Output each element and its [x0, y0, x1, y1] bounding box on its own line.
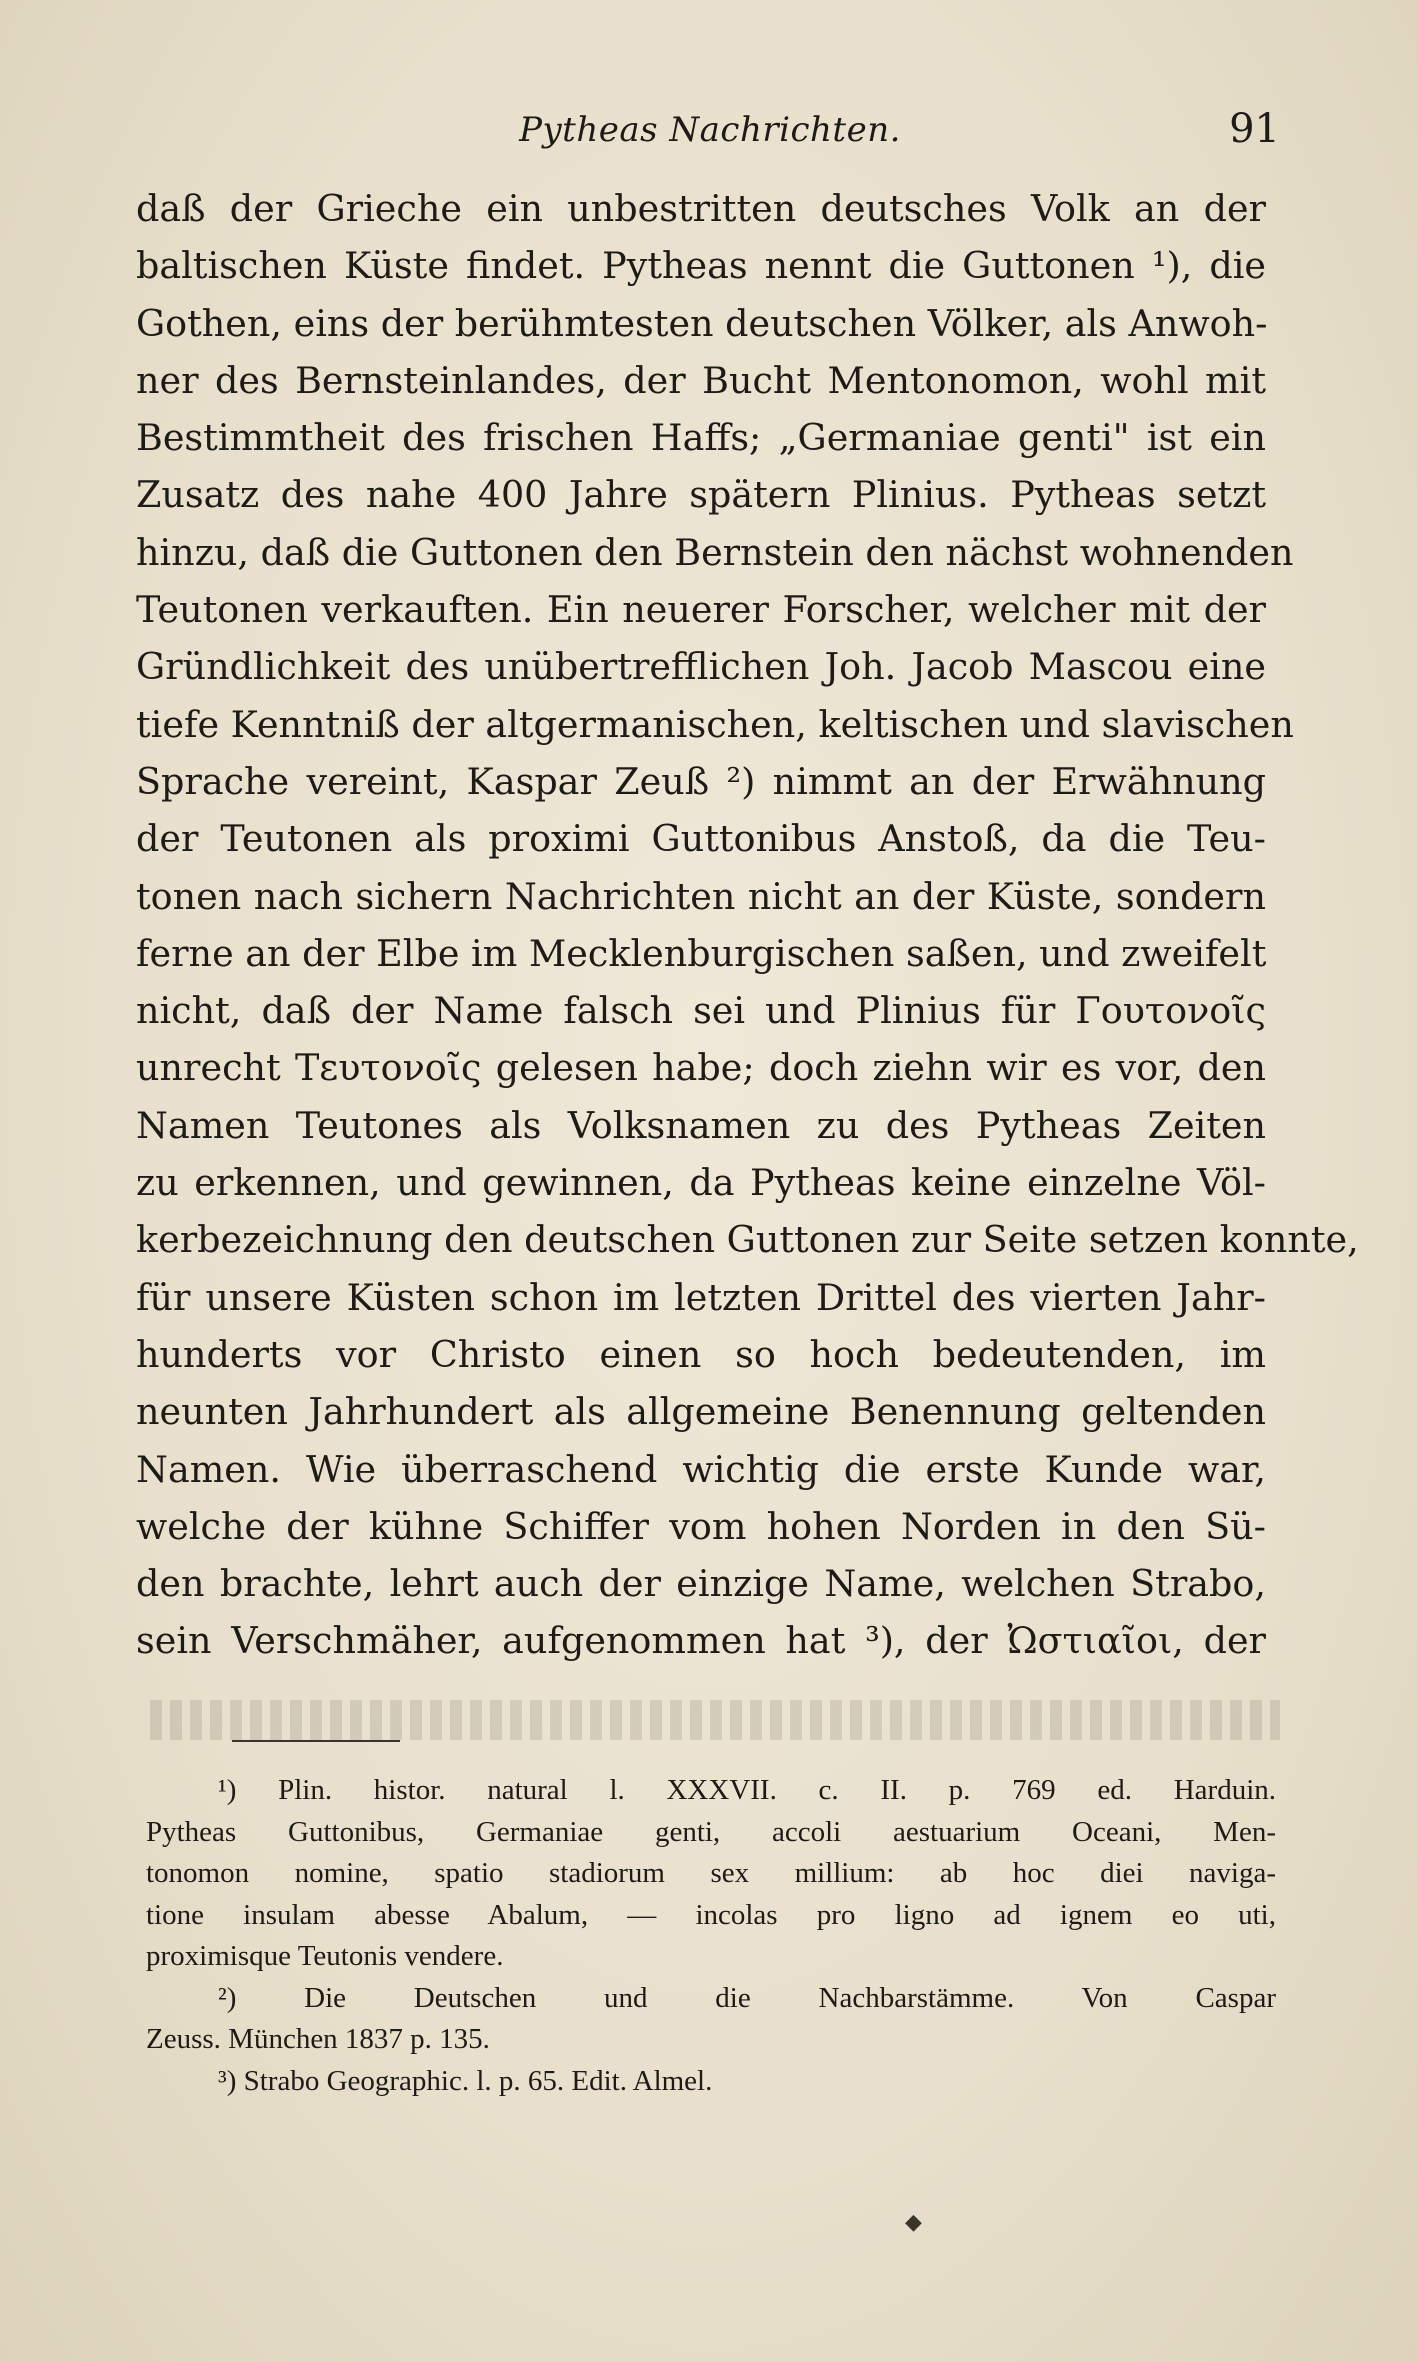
text-line: für unsere Küsten schon im letzten Drittel des vierten Jahr- [136, 1275, 1266, 1319]
bleed-through-text [150, 1700, 1280, 1740]
text-line: neunten Jahrhundert als allgemeine Benennung geltenden [136, 1390, 1266, 1434]
text-line: daß der Grieche ein unbestritten deutsches Volk an der [136, 187, 1266, 230]
text-line: Gründlichkeit des unübertrefflichen Joh. Jacob Mascou eine [136, 645, 1266, 689]
text-line: unrecht Τευτονοῖς gelesen habe; doch ziehn wir es vor, den [136, 1046, 1266, 1090]
text-line: welche der kühne Schiffer vom hohen Norden in den Sü- [136, 1504, 1266, 1548]
footnote-line: tione insulam abesse Abalum, — incolas pro ligno ad ignem eo uti, [146, 1898, 1276, 1931]
text-line: Teutonen verkauften. Ein neuerer Forscher, welcher mit der [136, 588, 1266, 632]
text-line: nicht, daß der Name falsch sei und Plinius für Γουτονοῖς [136, 989, 1266, 1033]
footnote-line: Zeuss. München 1837 p. 135. [146, 2023, 490, 2055]
page-number: 91 [1229, 106, 1280, 152]
footnote-line: tonomon nomine, spatio stadiorum sex millium: ab hoc diei naviga- [146, 1857, 1276, 1889]
text-line: der Teutonen als proximi Guttonibus Anstoß, da die Teu- [136, 817, 1266, 861]
footnotes [146, 1770, 1276, 2102]
ornament-mark: ◆ [905, 2210, 922, 2235]
text-line: Namen. Wie überraschend wichtig die erste Kunde war, [136, 1447, 1266, 1491]
text-line: tonen nach sichern Nachrichten nicht an der Küste, sondern [136, 874, 1266, 918]
main-text [136, 180, 1359, 1670]
text-line: hunderts vor Christo einen so hoch bedeutenden, im [136, 1332, 1266, 1376]
text-line: tiefe Kenntniß der altgermanischen, keltischen und slavischen [136, 702, 1294, 746]
text-line: ferne an der Elbe im Mecklenburgischen saßen, und zweifelt [136, 931, 1267, 975]
footnote-line: Pytheas Guttonibus, Germaniae genti, accoli aestuarium Oceani, Men- [146, 1815, 1276, 1848]
text-line: Gothen, eins der berühmtesten deutschen Völker, als Anwoh- [136, 301, 1268, 345]
footnote-line: ¹) Plin. histor. natural l. XXXVII. c. II. p. 769 ed. Harduin. [218, 1774, 1276, 1806]
text-line: Zusatz des nahe 400 Jahre spätern Plinius. Pytheas setzt [136, 473, 1266, 517]
footnote-line: ²) Die Deutschen und die Nachbarstämme. Von Caspar [218, 1981, 1276, 2014]
text-line: ner des Bernsteinlandes, der Bucht Mentonomon, wohl mit [136, 358, 1266, 402]
text-line: baltischen Küste findet. Pytheas nennt die Guttonen ¹), die [136, 244, 1266, 288]
footnote-line: proximisque Teutonis vendere. [146, 1940, 504, 1972]
footnote-line: ³) Strabo Geographic. l. p. 65. Edit. Almel. [218, 2064, 713, 2097]
text-line: den brachte, lehrt auch der einzige Name, welchen Strabo, [136, 1562, 1266, 1606]
text-line: sein Verschmäher, aufgenommen hat ³), der Ὠστιαῖοι, der [136, 1619, 1266, 1663]
text-line: hinzu, daß die Guttonen den Bernstein den nächst wohnenden [136, 530, 1294, 574]
text-line: Namen Teutones als Volksnamen zu des Pytheas Zeiten [136, 1103, 1266, 1147]
page-header [140, 100, 1280, 160]
footnote-rule [232, 1740, 400, 1742]
text-line: kerbezeichnung den deutschen Guttonen zur Seite setzen konnte, [136, 1218, 1359, 1262]
text-line: zu erkennen, und gewinnen, da Pytheas keine einzelne Völ- [136, 1161, 1266, 1205]
text-line: Bestimmtheit des frischen Haffs; „Germaniae genti" ist ein [136, 416, 1266, 460]
running-title: Pytheas Nachrichten. [519, 110, 901, 150]
text-line: Sprache vereint, Kaspar Zeuß ²) nimmt an der Erwähnung [136, 759, 1266, 803]
